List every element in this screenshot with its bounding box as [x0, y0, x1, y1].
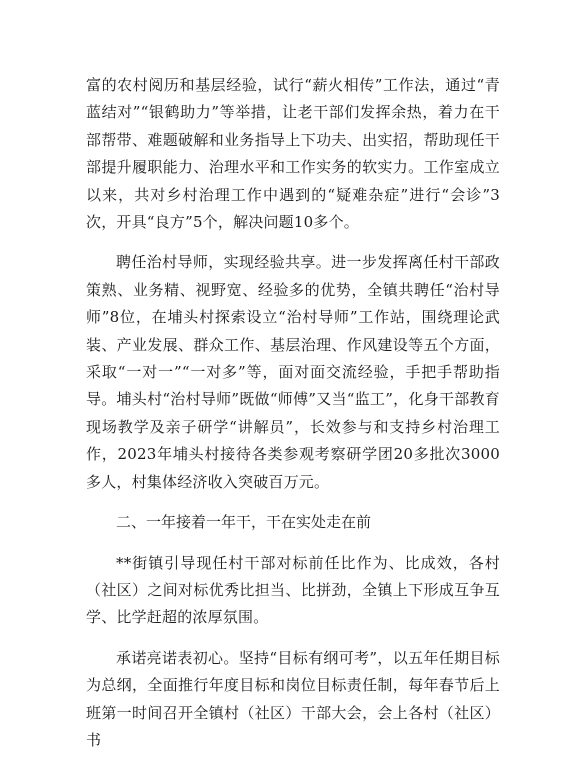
paragraph-mentor: 聘任治村导师，实现经验共享。进一步发挥离任村干部政策熟、业务精、视野宽、经验多的优势，全镇共聘任“治村导师”8位，在埔头村探索设立“治村导师”工作站，围绕理论武装、产业发展、群众工作、基层治理、作风建设等五个方面，采取“一对一”“一对多”等，面对面交流经验，手把手帮助指导。埔头村“治村导师”既做“师傅”又当“监工”，化身干部教育现场教学及亲子研学“讲解员”，长效参与和支持乡村治理工作，2023年埔头村接待各类参观考察研学团20多批次3000多人，村集体经济收入突破百万元。	[86, 253, 500, 491]
paragraph-commitment: 承诺亮诺表初心。坚持“目标有纲可考”，以五年任期目标为总纲，全面推行年度目标和岗位目标责任制，每年春节后上班第一时间召开全镇村（社区）干部大会，会上各村（社区）书	[86, 648, 500, 749]
paragraph-guidance: **街镇引导现任村干部对标前任比作为、比成效，各村（社区）之间对标优秀比担当、比拼劲，全镇上下形成互争互学、比学赶超的浓厚氛围。	[86, 553, 500, 627]
section-heading: 二、一年接着一年干，干在实处走在前	[116, 513, 372, 532]
paragraph-continuation: 富的农村阅历和基层经验，试行“薪火相传”工作法，通过“青蓝结对”“银鹤助力”等举措，让老干部们发挥余热，着力在干部帮带、难题破解和业务指导上下功夫、出实招，帮助现任干部提升履职能力、治理水平和工作实务的软实力。工作室成立以来，共对乡村治理工作中遇到的“疑难杂症”进行“会诊”3次，开具“良方”5个，解决问题10多个。	[86, 76, 500, 232]
